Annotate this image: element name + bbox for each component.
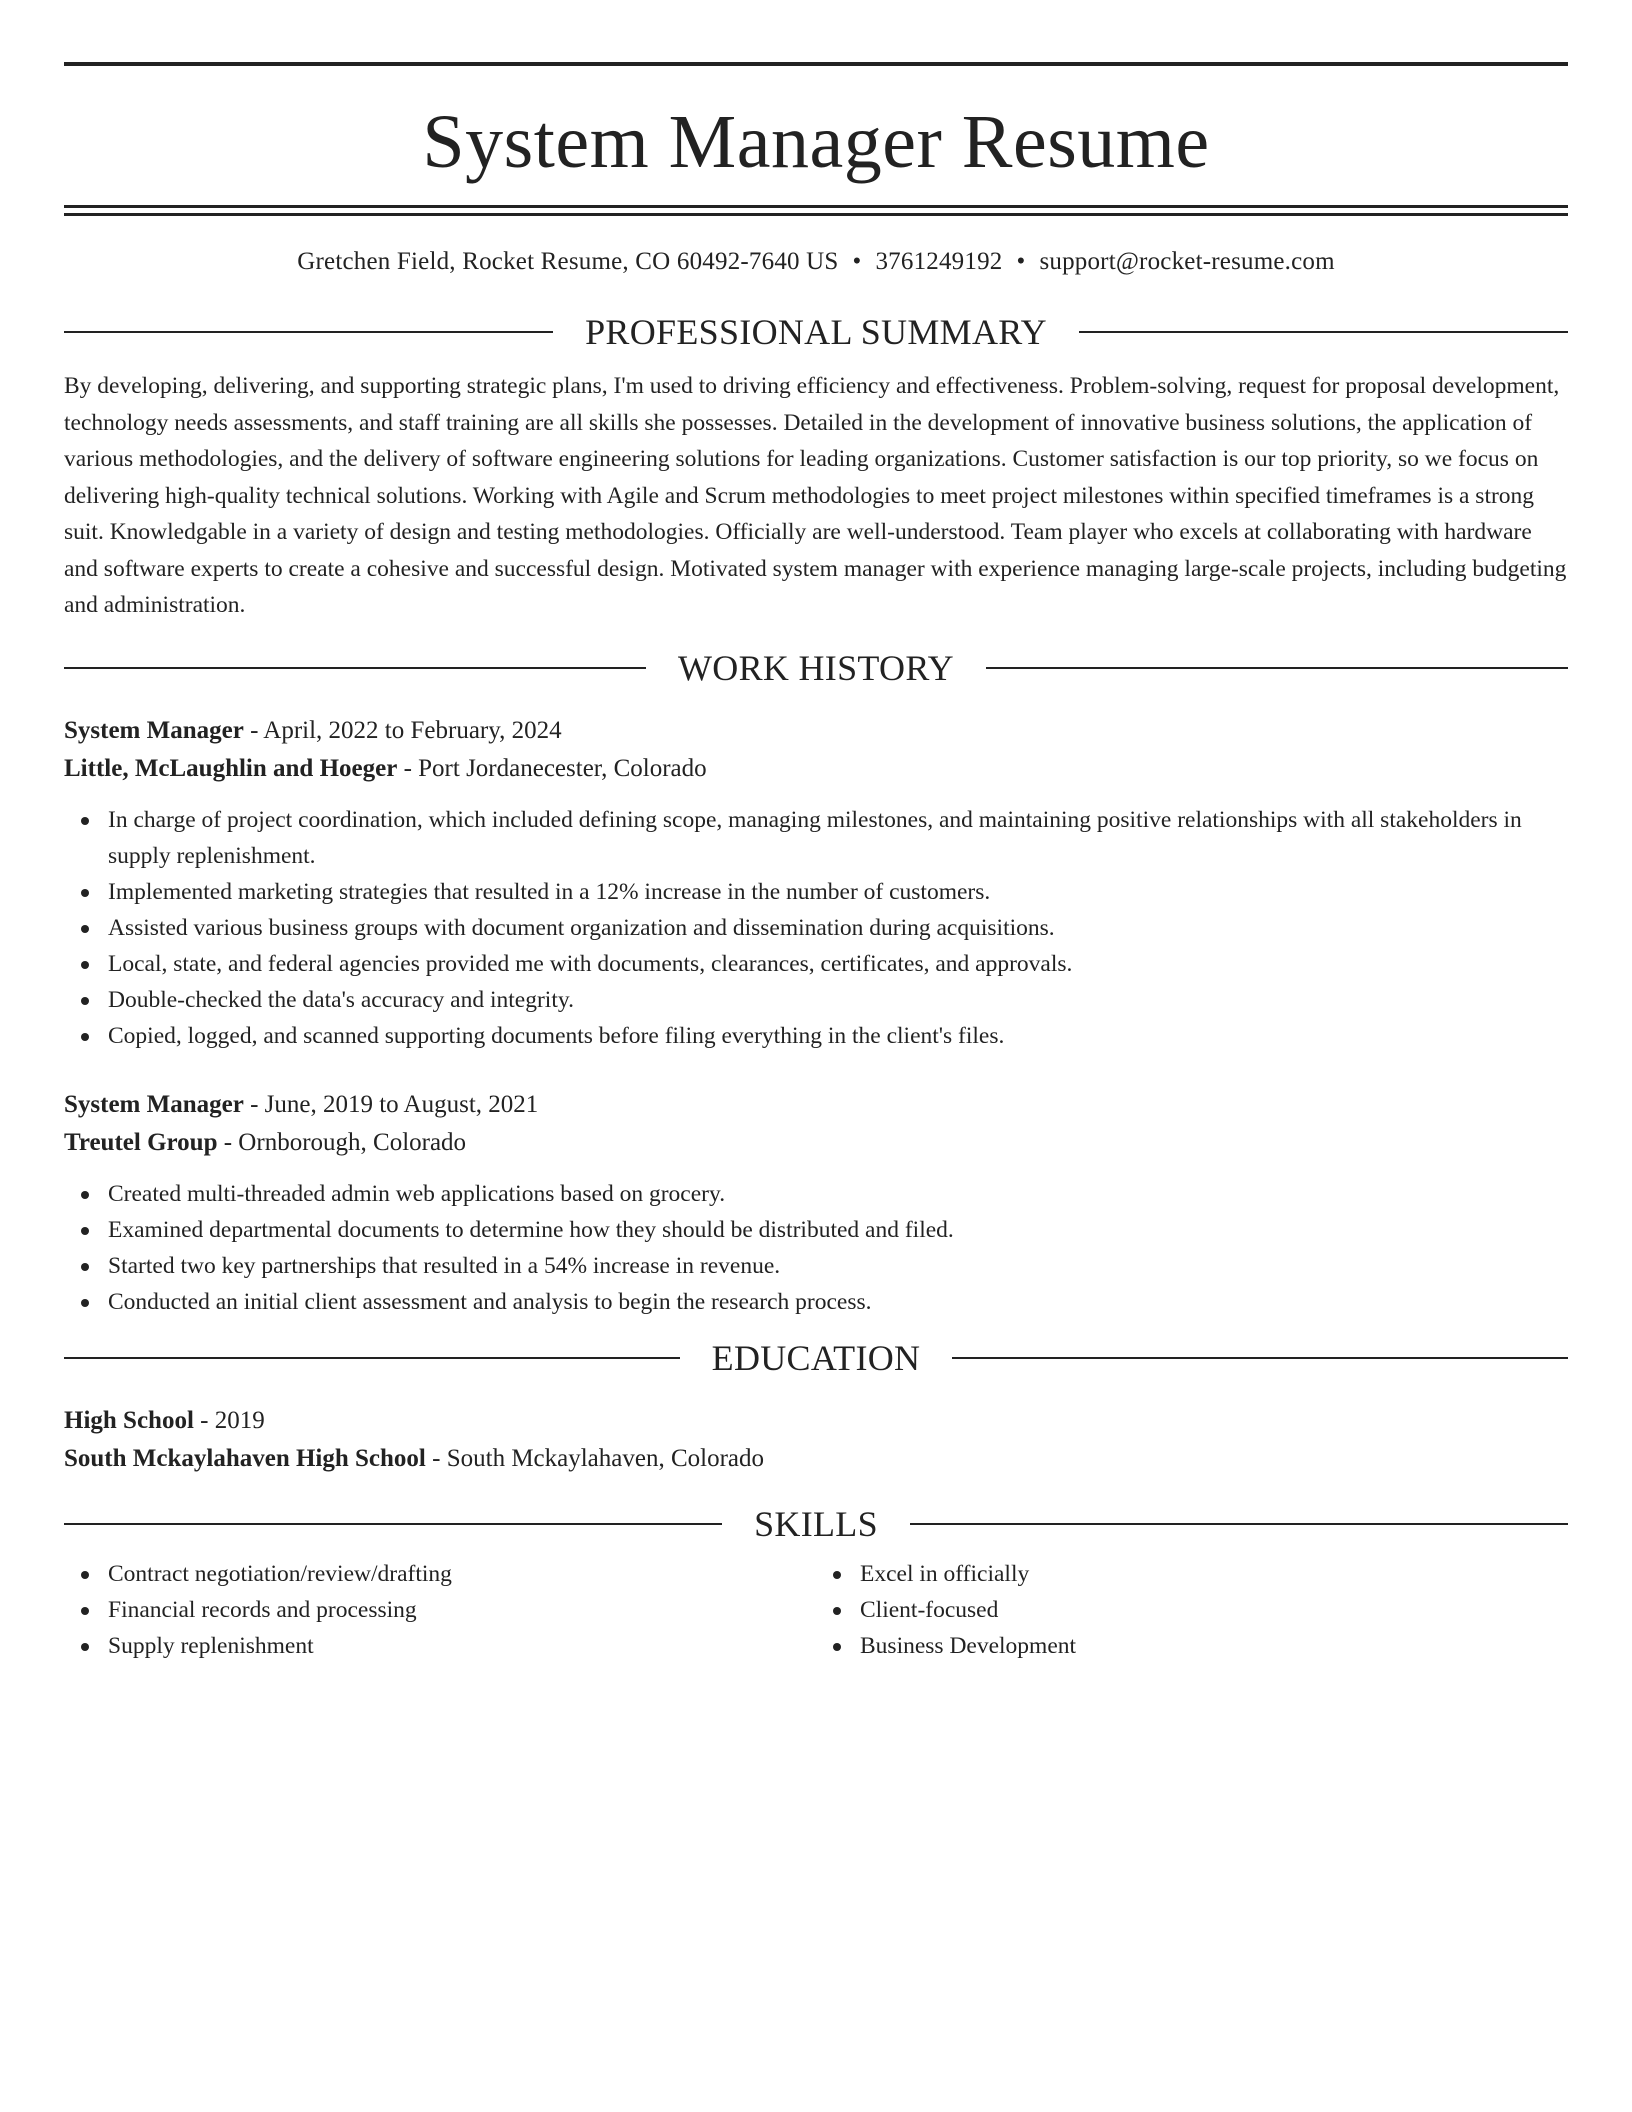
list-item: Implemented marketing strategies that resulted in a 12% increase in the number of customers.	[64, 874, 1568, 910]
divider-line	[910, 1523, 1568, 1525]
contact-separator: •	[852, 248, 862, 275]
contact-line	[64, 246, 1568, 278]
education-entry	[64, 1402, 1568, 1478]
contact-address: Gretchen Field, Rocket Resume, CO 60492-7640 US	[297, 248, 839, 275]
divider-line	[952, 1357, 1568, 1359]
job-title-line	[64, 712, 1568, 750]
section-title: PROFESSIONAL SUMMARY	[585, 312, 1047, 352]
list-item: Business Development	[816, 1628, 1568, 1664]
list-item: Financial records and processing	[64, 1592, 816, 1628]
section-header-skills	[64, 1504, 1568, 1544]
list-item: Excel in officially	[816, 1556, 1568, 1592]
job-entry	[64, 1086, 1568, 1320]
section-title: SKILLS	[754, 1503, 878, 1544]
divider-line	[1079, 331, 1568, 333]
job-bullets	[64, 1176, 1568, 1320]
education-degree-line	[64, 1402, 1568, 1440]
resume-title: System Manager Resume	[422, 100, 1210, 184]
job-dates: - April, 2022 to February, 2024	[243, 716, 562, 744]
divider-line	[64, 1357, 680, 1359]
education-location: - South Mckaylahaven, Colorado	[425, 1444, 765, 1472]
skills-column-right	[816, 1556, 1568, 1664]
skills-column-left	[64, 1556, 816, 1664]
title-double-rule	[64, 205, 1568, 216]
summary-text: By developing, delivering, and supporting strategic plans, I'm used to driving efficiency and effectiveness. Problem-solving, request for proposal development, technology needs assessments, and staff training are all skills she possesses. Detailed in the development of innovative business solutions, the application of various methodologies, and the delivery of software engineering solutions for leading organizations. Customer satisfaction is our top priority, so we focus on delivering high-quality technical solutions. Working with Agile and Scrum methodologies to meet project milestones within specified timeframes is a strong suit. Knowledgable in a variety of design and testing methodologies. Officially are well-understood. Team player who excels at collaborating with hardware and software experts to create a cohesive and successful design. Motivated system manager with experience managing large-scale projects, including budgeting and administration.	[64, 373, 1567, 618]
job-bullets	[64, 802, 1568, 1054]
list-item: Client-focused	[816, 1592, 1568, 1628]
education-school: South Mckaylahaven High School	[64, 1444, 426, 1472]
list-item: Double-checked the data's accuracy and integrity.	[64, 982, 1568, 1018]
job-location: - Ornborough, Colorado	[217, 1128, 467, 1156]
contact-phone: 3761249192	[875, 248, 1003, 275]
divider-line	[64, 1523, 722, 1525]
skills-list	[816, 1556, 1568, 1664]
list-item: Started two key partnerships that resulted in a 54% increase in revenue.	[64, 1248, 1568, 1284]
section-header-work	[64, 648, 1568, 688]
job-company: Treutel Group	[64, 1128, 218, 1156]
education-school-line	[64, 1440, 1568, 1478]
list-item: Created multi-threaded admin web applications based on grocery.	[64, 1176, 1568, 1212]
job-dates: - June, 2019 to August, 2021	[243, 1090, 539, 1118]
list-item: Contract negotiation/review/drafting	[64, 1556, 816, 1592]
job-company-line	[64, 1124, 1568, 1162]
job-title: System Manager	[64, 1090, 244, 1118]
list-item: In charge of project coordination, which included defining scope, managing milestones, and maintaining positive relationships with all stakeholders in supply replenishment.	[64, 802, 1568, 874]
divider-line	[64, 331, 553, 333]
list-item: Conducted an initial client assessment and analysis to begin the research process.	[64, 1284, 1568, 1320]
divider-line	[64, 667, 646, 669]
job-entry	[64, 712, 1568, 1054]
list-item: Copied, logged, and scanned supporting documents before filing everything in the client's files.	[64, 1018, 1568, 1054]
job-title-line	[64, 1086, 1568, 1124]
list-item: Local, state, and federal agencies provided me with documents, clearances, certificates, and approvals.	[64, 946, 1568, 982]
top-rule	[64, 62, 1568, 66]
section-title: EDUCATION	[711, 1337, 921, 1378]
list-item: Examined departmental documents to determine how they should be distributed and filed.	[64, 1212, 1568, 1248]
list-item: Supply replenishment	[64, 1628, 816, 1664]
contact-email: support@rocket-resume.com	[1039, 248, 1335, 275]
divider-line	[986, 667, 1568, 669]
section-header-education	[64, 1338, 1568, 1378]
job-company-line	[64, 750, 1568, 788]
education-year: - 2019	[193, 1406, 265, 1434]
job-title: System Manager	[64, 716, 244, 744]
skills-list	[64, 1556, 816, 1664]
section-header-summary	[64, 312, 1568, 352]
skills-grid	[64, 1556, 1568, 1664]
list-item: Assisted various business groups with document organization and dissemination during acquisitions.	[64, 910, 1568, 946]
job-company: Little, McLaughlin and Hoeger	[64, 754, 398, 782]
section-title: WORK HISTORY	[678, 647, 954, 688]
contact-separator: •	[1016, 248, 1026, 275]
education-degree: High School	[64, 1406, 194, 1434]
job-location: - Port Jordanecester, Colorado	[397, 754, 707, 782]
